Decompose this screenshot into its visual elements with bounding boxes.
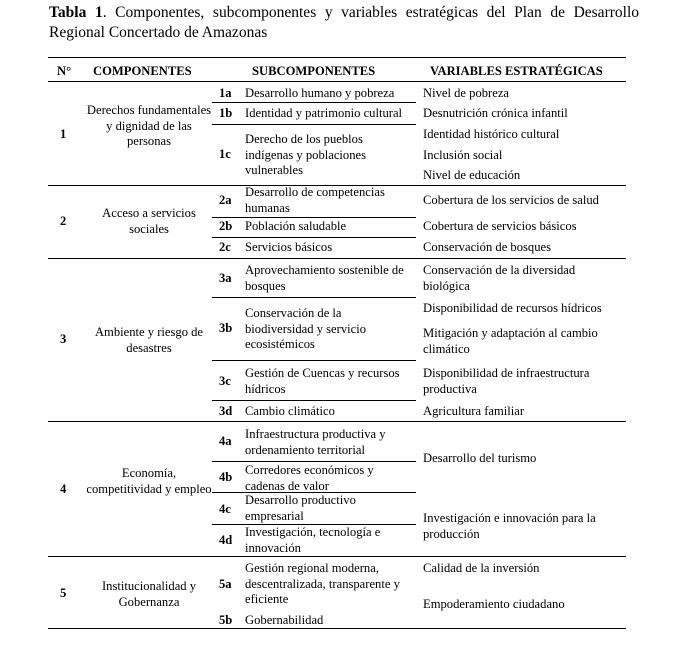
subcomponent-code: 2a <box>219 193 232 207</box>
subcomponent-code: 4d <box>219 533 233 547</box>
section-rule <box>48 421 626 422</box>
header-subcomponentes: SUBCOMPONENTES <box>252 64 376 78</box>
strategic-variable: Conservación de la diversidad biológica <box>423 263 576 293</box>
strategic-variable: Desarrollo del turismo <box>423 451 537 465</box>
section-rule <box>48 556 626 557</box>
component-name: Institucionalidad y Gobernanza <box>101 579 197 609</box>
sub-rule <box>212 297 416 298</box>
sub-rule <box>212 400 416 401</box>
component-name: Acceso a servicios sociales <box>102 206 196 236</box>
header-componentes: COMPONENTES <box>93 64 192 78</box>
sub-rule <box>212 360 416 361</box>
sub-rule <box>212 124 416 125</box>
subcomponent-label: Población saludable <box>245 219 347 233</box>
strategic-variable: Cobertura de los servicios de salud <box>423 193 599 207</box>
strategic-variable: Calidad de la inversión <box>423 561 540 575</box>
subcomponent-code: 3c <box>219 374 231 388</box>
subcomponent-label: Derecho de los pueblos indígenas y poblaciones vulnerables <box>245 132 367 177</box>
sub-rule <box>212 217 416 218</box>
subcomponent-label: Conservación de la biodiversidad y servicio ecosistémicos <box>245 306 367 351</box>
subcomponent-label: Gestión de Cuencas y recursos hídricos <box>245 366 400 396</box>
table-label: Tabla 1 <box>49 4 103 21</box>
subcomponent-label: Desarrollo productivo empresarial <box>245 493 356 523</box>
row-number: 2 <box>60 214 67 228</box>
strategic-variable: Cobertura de servicios básicos <box>423 219 577 233</box>
subcomponent-code: 2b <box>219 219 233 233</box>
sub-rule <box>212 237 416 238</box>
subcomponent-label: Identidad y patrimonio cultural <box>245 106 403 120</box>
strategic-variable: Agricultura familiar <box>423 404 525 418</box>
subcomponent-code: 3d <box>219 404 233 418</box>
subcomponent-label: Desarrollo de competencias humanas <box>245 185 385 215</box>
strategic-variable: Disponibilidad de infraestructura productiva <box>423 366 590 396</box>
component-name: Economía, competitividad y empleo <box>86 466 212 496</box>
component-name: Derechos fundamentales y dignidad de las personas <box>86 103 212 148</box>
bottom-rule <box>48 628 626 629</box>
subcomponent-code: 3b <box>219 321 233 335</box>
header-num: N° <box>57 64 72 78</box>
subcomponent-code: 4a <box>219 434 232 448</box>
subcomponent-label: Desarrollo humano y pobreza <box>245 86 395 100</box>
table-caption <box>49 3 639 43</box>
subcomponent-label: Aprovechamiento sostenible de bosques <box>245 263 404 293</box>
subcomponent-label: Gobernabilidad <box>245 613 324 627</box>
row-number: 3 <box>60 332 67 346</box>
subcomponent-label: Cambio climático <box>245 404 335 418</box>
section-rule <box>48 258 626 259</box>
subcomponent-label: Gestión regional moderna, descentralizada, transparente y eficiente <box>245 561 400 606</box>
strategic-variable: Desnutrición crónica infantil <box>423 106 568 120</box>
subcomponent-code: 5a <box>219 577 232 591</box>
sub-rule <box>212 102 416 103</box>
strategic-variable: Mitigación y adaptación al cambio climático <box>423 326 598 356</box>
subcomponent-code: 1c <box>219 147 231 161</box>
subcomponent-label: Corredores económicos y cadenas de valor <box>245 463 374 493</box>
row-number: 5 <box>60 586 67 600</box>
subcomponent-code: 4c <box>219 502 231 516</box>
table-caption-text: . Componentes, subcomponentes y variables estratégicas del Plan de Desarrollo Regional Concertado de Amazonas <box>49 4 639 41</box>
subcomponent-label: Infraestructura productiva y ordenamiento territorial <box>245 427 386 457</box>
header-variables: VARIABLES ESTRATÉGICAS <box>430 64 603 78</box>
subcomponent-code: 2c <box>219 240 231 254</box>
strategic-variable: Nivel de educación <box>423 168 521 182</box>
sub-rule <box>212 461 416 462</box>
strategic-variable: Inclusión social <box>423 148 503 162</box>
component-name: Ambiente y riesgo de desastres <box>94 325 204 355</box>
strategic-variable: Nivel de pobreza <box>423 86 510 100</box>
strategic-variable: Empoderamiento ciudadano <box>423 597 565 611</box>
strategic-variable: Conservación de bosques <box>423 240 552 254</box>
subcomponent-code: 5b <box>219 613 233 627</box>
row-number: 1 <box>60 127 67 141</box>
strategic-variable: Identidad histórico cultural <box>423 127 560 141</box>
top-rule <box>48 57 626 58</box>
subcomponent-code: 4b <box>219 470 233 484</box>
subcomponent-code: 3a <box>219 271 232 285</box>
strategic-variable: Disponibilidad de recursos hídricos <box>423 301 602 315</box>
subcomponent-label: Investigación, tecnología e innovación <box>245 525 381 555</box>
subcomponent-code: 1b <box>219 106 233 120</box>
header-rule <box>48 81 626 82</box>
strategic-variable: Investigación e innovación para la producción <box>423 511 596 541</box>
subcomponent-label: Servicios básicos <box>245 240 333 254</box>
row-number: 4 <box>60 482 67 496</box>
subcomponent-code: 1a <box>219 86 232 100</box>
